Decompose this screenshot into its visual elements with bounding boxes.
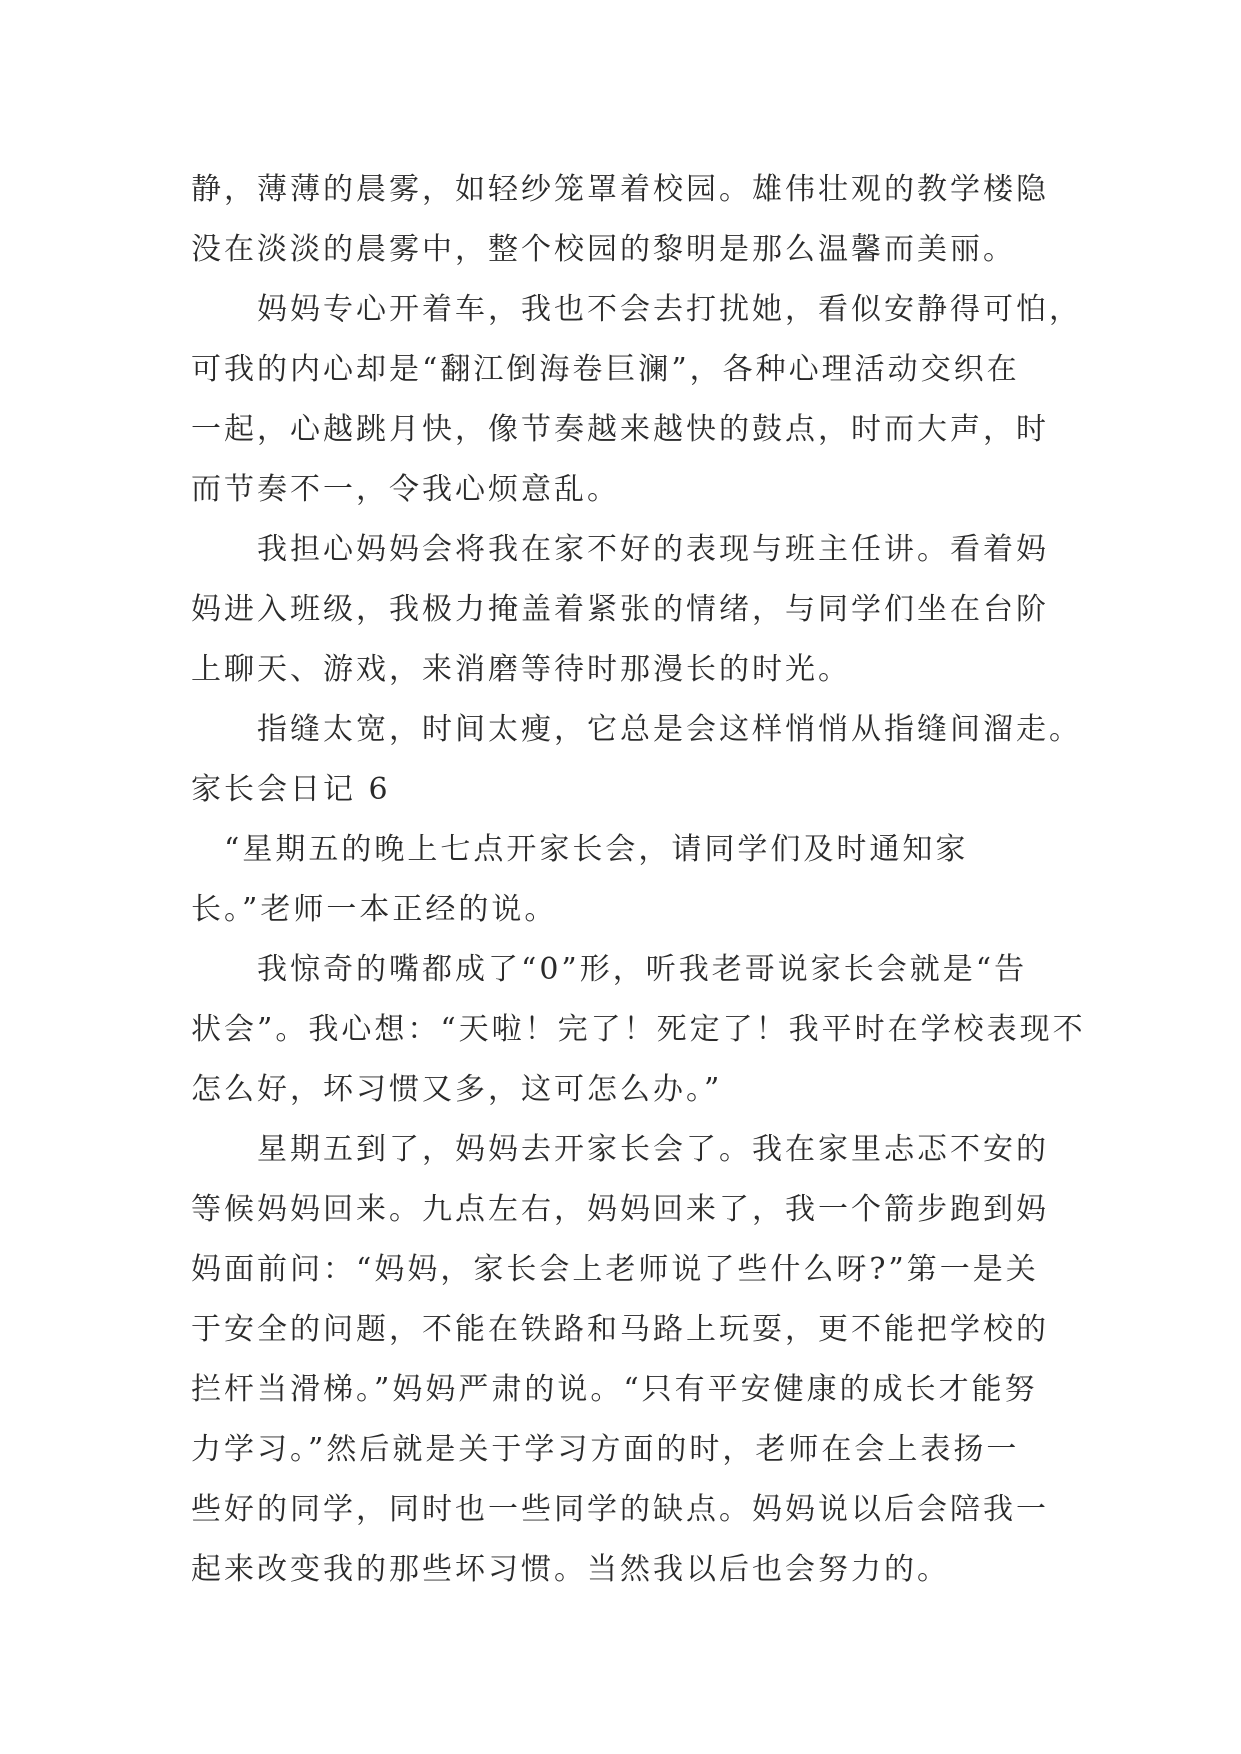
text-line-15: 状会”。我心想：“天啦！完了！死定了！我平时在学校表现不 — [191, 1012, 1086, 1047]
text-line-12: “星期五的晚上七点开家长会，请同学们及时通知家 — [191, 832, 969, 867]
text-line-2: 没在淡淡的晨雾中，整个校园的黎明是那么温馨而美丽。 — [191, 232, 1016, 267]
text-line-10: 指缝太宽，时间太瘦，它总是会这样悄悄从指缝间溜走。 — [191, 712, 1082, 747]
text-line-16: 怎么好，坏习惯又多，这可怎么办。” — [191, 1072, 723, 1107]
text-line-9: 上聊天、游戏，来消磨等待时那漫长的时光。 — [191, 652, 851, 687]
text-line-21: 拦杆当滑梯。”妈妈严肃的说。“只有平安健康的成长才能努 — [191, 1372, 1038, 1407]
text-line-7: 我担心妈妈会将我在家不好的表现与班主任讲。看着妈 — [191, 532, 1049, 567]
text-line-6: 而节奏不一，令我心烦意乱。 — [191, 472, 620, 507]
text-line-17: 星期五到了，妈妈去开家长会了。我在家里忐忑不安的 — [191, 1132, 1049, 1167]
text-line-5: 一起，心越跳月快，像节奏越来越快的鼓点，时而大声，时 — [191, 412, 1049, 447]
text-line-3: 妈妈专心开着车，我也不会去打扰她，看似安静得可怕， — [191, 292, 1082, 327]
text-line-18: 等候妈妈回来。九点左右，妈妈回来了，我一个箭步跑到妈 — [191, 1192, 1049, 1227]
text-line-22: 力学习。”然后就是关于学习方面的时，老师在会上表扬一 — [191, 1432, 1020, 1467]
text-line-13: 长。”老师一本正经的说。 — [191, 892, 558, 927]
text-line-4: 可我的内心却是“翻江倒海卷巨澜”，各种心理活动交织在 — [191, 352, 1020, 387]
text-line-8: 妈进入班级，我极力掩盖着紧张的情绪，与同学们坐在台阶 — [191, 592, 1049, 627]
text-line-1: 静，薄薄的晨雾，如轻纱笼罩着校园。雄伟壮观的教学楼隐 — [191, 172, 1049, 207]
section-heading: 家长会日记 6 — [191, 772, 391, 807]
text-line-20: 于安全的问题，不能在铁路和马路上玩耍，更不能把学校的 — [191, 1312, 1049, 1347]
text-line-24: 起来改变我的那些坏习惯。当然我以后也会努力的。 — [191, 1552, 950, 1587]
document-body — [191, 160, 1086, 1600]
text-line-14: 我惊奇的嘴都成了“0”形，听我老哥说家长会就是“告 — [191, 952, 1028, 987]
text-line-19: 妈面前问：“妈妈，家长会上老师说了些什么呀?”第一是关 — [191, 1252, 1039, 1287]
text-line-23: 些好的同学，同时也一些同学的缺点。妈妈说以后会陪我一 — [191, 1492, 1049, 1527]
